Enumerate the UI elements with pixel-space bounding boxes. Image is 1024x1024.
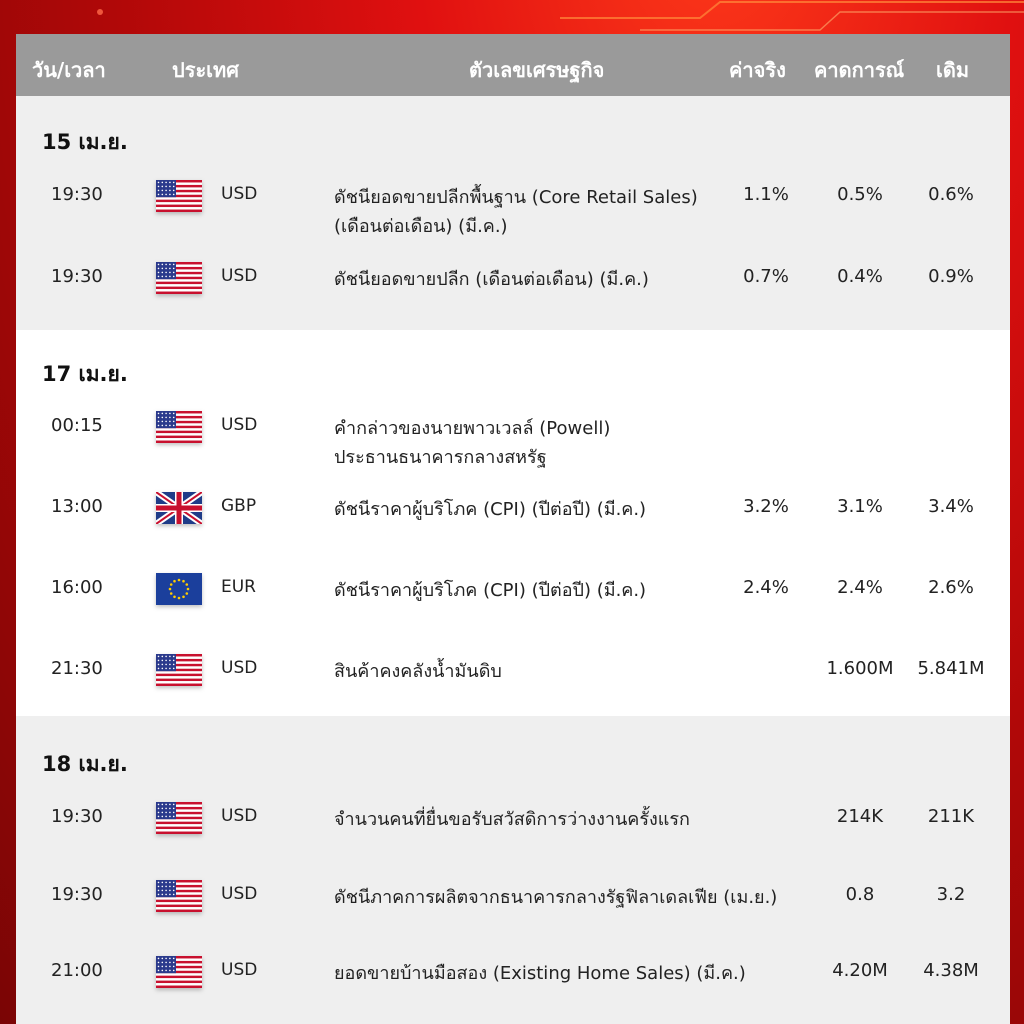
event-cell [334,805,690,834]
event-cell [334,959,746,988]
previous-cell: 4.38M [923,960,979,981]
time-cell: 21:00 [51,960,103,981]
event-cell [334,265,649,294]
table-row [16,658,1010,718]
forecast-cell: 4.20M [832,960,888,981]
event-line-1: ดัชนีราคาผู้บริโภค (CPI) (ปีต่อปี) (มี.ค.) [334,580,647,601]
event-line-1: ดัชนียอดขายปลีก (เดือนต่อเดือน) (มี.ค.) [334,269,649,290]
previous-cell: 3.4% [928,496,974,517]
actual-cell: 0.7% [743,266,789,287]
currency-cell: USD [221,415,258,435]
forecast-cell: 2.4% [837,577,883,598]
day-section [16,330,1010,716]
event-cell [334,414,610,472]
header-date-time: วัน/เวลา [32,58,106,82]
currency-cell: USD [221,266,258,286]
header-actual: ค่าจริง [729,58,786,82]
previous-cell: 2.6% [928,577,974,598]
event-line-1: คำกล่าวของนายพาวเวลล์ (Powell) [334,418,611,439]
header-forecast: คาดการณ์ [814,58,905,82]
table-header [16,34,1010,96]
previous-cell: 0.6% [928,184,974,205]
day-label: 15 เม.ย. [42,130,128,154]
us-flag-icon [156,880,204,914]
event-line-1: ยอดขายบ้านมือสอง (Existing Home Sales) (มี.ค.) [334,963,746,984]
time-cell: 19:30 [51,184,103,205]
forecast-cell: 214K [836,806,884,827]
us-flag-icon [156,262,204,296]
event-cell [334,576,646,605]
currency-cell: USD [221,806,258,826]
event-line-1: จำนวนคนที่ยื่นขอรับสวัสดิการว่างงานครั้งแรก [334,809,690,830]
previous-cell: 5.841M [917,658,985,679]
time-cell: 00:15 [51,415,103,436]
currency-cell: GBP [221,496,257,516]
currency-cell: EUR [221,577,256,597]
uk-flag-icon [156,492,204,526]
day-label: 18 เม.ย. [42,752,128,776]
forecast-cell: 0.4% [837,266,883,287]
event-cell [334,495,646,524]
us-flag-icon [156,654,204,688]
table-row [16,496,1010,556]
day-section [16,96,1010,330]
time-cell: 13:00 [51,496,103,517]
currency-cell: USD [221,184,258,204]
economic-calendar-table [16,34,1010,1024]
header-country: ประเทศ [172,58,239,82]
us-flag-icon [156,180,204,214]
currency-cell: USD [221,884,258,904]
table-row [16,960,1010,1020]
actual-cell: 3.2% [743,496,789,517]
actual-cell: 1.1% [743,184,789,205]
event-line-1: สินค้าคงคลังน้ำมันดิบ [334,661,502,682]
forecast-cell: 3.1% [837,496,883,517]
forecast-cell: 0.8 [845,884,875,905]
currency-cell: USD [221,658,258,678]
previous-cell: 211K [927,806,975,827]
forecast-cell: 0.5% [837,184,883,205]
previous-cell: 0.9% [928,266,974,287]
header-previous: เดิม [936,58,970,82]
table-row [16,415,1010,475]
previous-cell: 3.2 [936,884,966,905]
table-row [16,577,1010,637]
forecast-cell: 1.600M [826,658,894,679]
time-cell: 21:30 [51,658,103,679]
table-row [16,184,1010,244]
event-line-1: ดัชนียอดขายปลีกพื้นฐาน (Core Retail Sales) [334,187,698,208]
event-cell [334,657,502,686]
event-line-1: ดัชนีภาคการผลิตจากธนาคารกลางรัฐฟิลาเดลเฟีย (เม.ย.) [334,887,778,908]
table-row [16,884,1010,944]
time-cell: 19:30 [51,884,103,905]
us-flag-icon [156,956,204,990]
time-cell: 16:00 [51,577,103,598]
event-line-2: ประธานธนาคารกลางสหรัฐ [334,447,547,468]
actual-cell: 2.4% [743,577,789,598]
time-cell: 19:30 [51,266,103,287]
event-cell [334,183,698,241]
time-cell: 19:30 [51,806,103,827]
event-line-1: ดัชนีราคาผู้บริโภค (CPI) (ปีต่อปี) (มี.ค.) [334,499,647,520]
day-label: 17 เม.ย. [42,362,128,386]
table-row [16,806,1010,866]
event-line-2: (เดือนต่อเดือน) (มี.ค.) [334,216,508,237]
day-section [16,716,1010,1024]
us-flag-icon [156,802,204,836]
us-flag-icon [156,411,204,445]
header-event: ตัวเลขเศรษฐกิจ [469,58,605,82]
currency-cell: USD [221,960,258,980]
table-row [16,266,1010,326]
eu-flag-icon [156,573,204,607]
event-cell [334,883,777,912]
